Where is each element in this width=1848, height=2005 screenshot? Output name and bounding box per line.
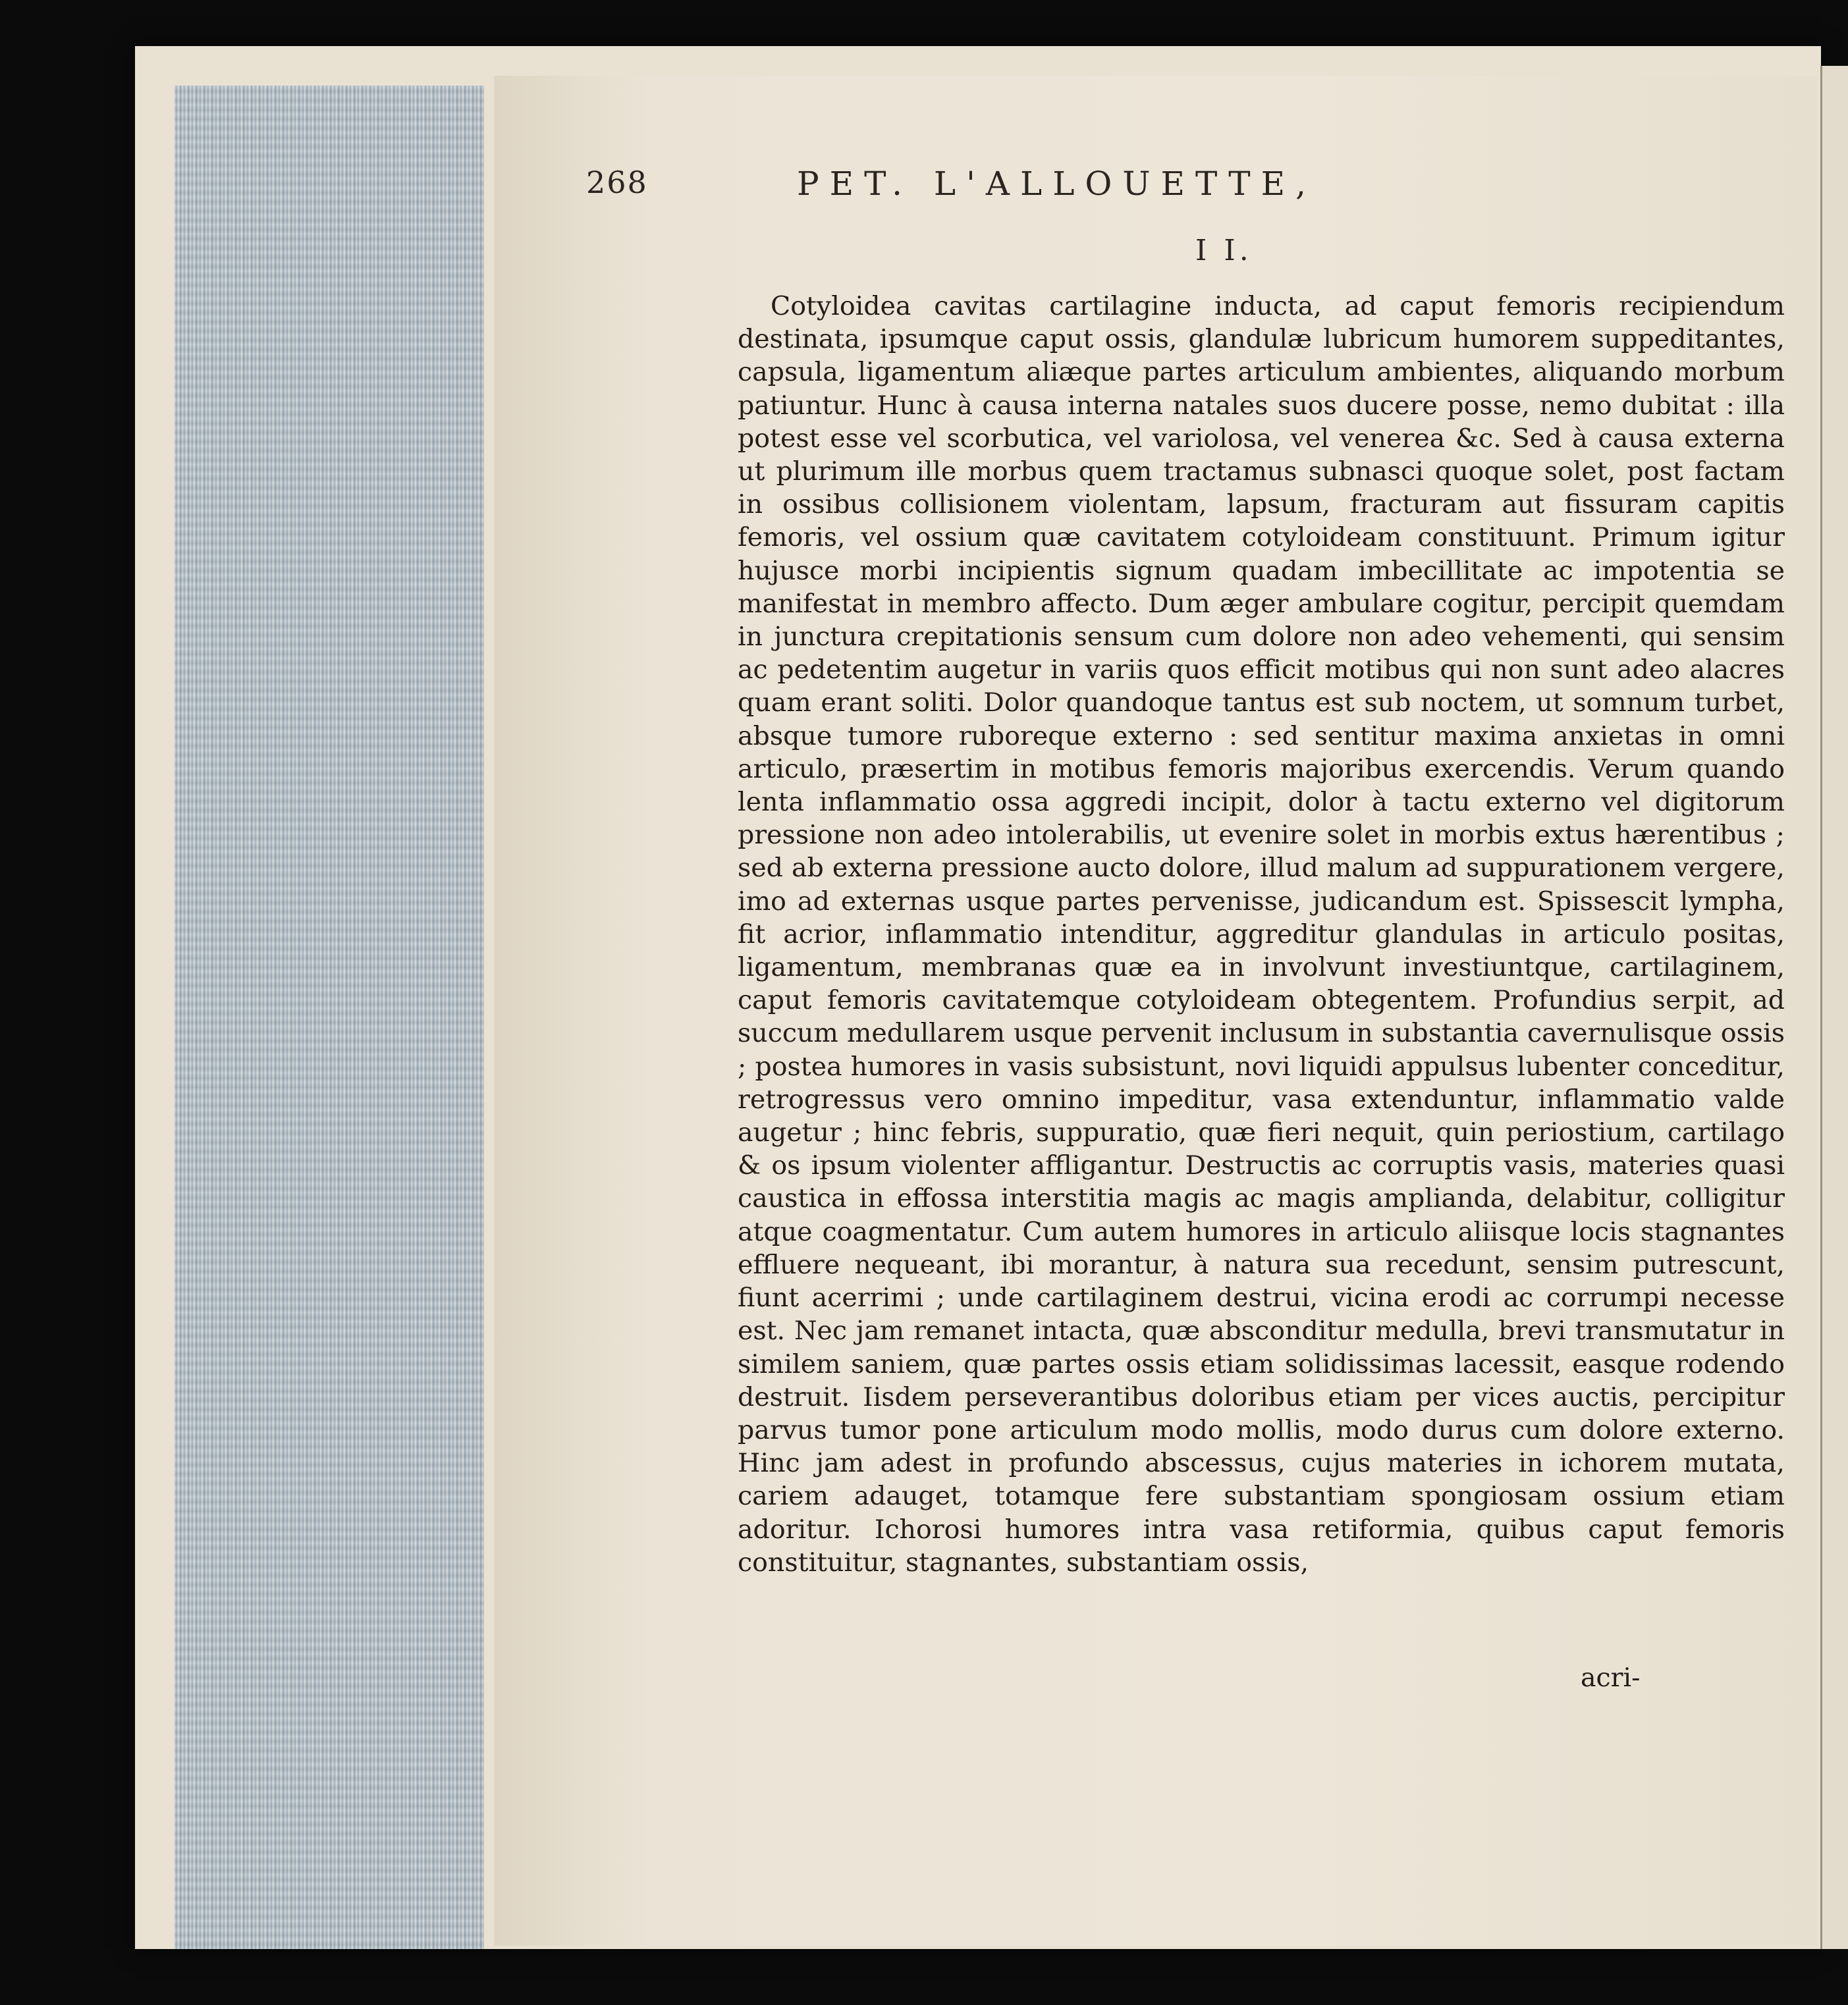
page-edge-stack [175,86,484,1949]
page-number: 268 [586,165,648,200]
facing-page-edge [1820,66,1848,1949]
running-head [586,165,1508,217]
catchword: acri- [1581,1663,1641,1693]
section-number: I I. [1195,234,1253,267]
running-title: PET. L'ALLOUETTE, [797,165,1317,203]
body-paragraph: Cotyloidea cavitas cartilagine inducta, ad caput femoris recipiendum destinata, ipsumque caput ossis, glandulæ lubricum humorem suppeditantes, capsula, ligamentum aliæque partes articulum ambientes, aliquando morbum patiuntur. Hunc à causa interna natales suos ducere posse, nemo dubitat : illa potest esse vel scorbutica, vel variolosa, vel venerea &c. Sed à causa externa ut plurimum ille morbus quem tractamus subnasci quoque solet, post factam in ossibus collisionem violentam, lapsum, fracturam aut fissuram capitis femoris, vel ossium quæ cavitatem cotyloideam constituunt. Primum igitur hujusce morbi incipientis signum quadam imbecillitate ac impotentia se manifestat in membro affecto. Dum æger ambulare cogitur, percipit quemdam in junctura crepitationis sensum cum dolore non adeo vehementi, qui sensim ac pedetentim augetur in variis quos efficit motibus qui non sunt adeo alacres quam erant soliti. Dolor quandoque tantus est sub noctem, ut somnum turbet, absque tumore ruboreque externo : sed sentitur maxima anxietas in omni articulo, præsertim in motibus femoris majoribus exercendis. Verum quando lenta inflammatio ossa aggredi incipit, dolor à tactu externo vel digitorum pressione non adeo intolerabilis, ut evenire solet in morbis extus hærentibus ; sed ab externa pressione aucto dolore, illud malum ad suppurationem vergere, imo ad externas usque partes pervenisse, judicandum est. Spissescit lympha, fit acrior, inflammatio intenditur, aggreditur glandulas in articulo positas, ligamentum, membranas quæ ea in involvunt investiuntque, cartilaginem, caput femoris cavitatemque cotyloideam obtegentem. Profundius serpit, ad succum medullarem usque pervenit inclusum in substantia cavernulisque ossis ; postea humores in vasis subsistunt, novi liquidi appulsus lubenter conceditur, retrogressus vero omnino impeditur, vasa extenduntur, inflammatio valde augetur ; hinc febris, suppuratio, quæ fieri nequit, quin periostium, cartilago & os ipsum violenter affligantur. Destructis ac corruptis vasis, materies quasi caustica in effossa interstitia magis ac magis amplianda, delabitur, colligitur atque coagmentatur. Cum autem humores in articulo aliisque locis stagnantes effluere nequeant, ibi morantur, à natura sua recedunt, sensim putrescunt, fiunt acerrimi ; unde cartilaginem destrui, vicina erodi ac corrumpi necesse est. Nec jam remanet intacta, quæ absconditur medulla, brevi transmutatur in similem saniem, quæ partes ossis etiam solidissimas lacessit, easque rodendo destruit. Iisdem perseverantibus doloribus etiam per vices auctis, percipitur parvus tumor pone articulum modo mollis, modo durus cum dolore externo. Hinc jam adest in profundo abscessus, cujus materies in ichorem mutata, cariem adauget, totamque fere substantiam spongiosam ossium etiam adoritur. Ichorosi humores intra vasa retiformia, quibus caput femoris constituitur, stagnantes, substantiam ossis, [738,291,1785,1578]
